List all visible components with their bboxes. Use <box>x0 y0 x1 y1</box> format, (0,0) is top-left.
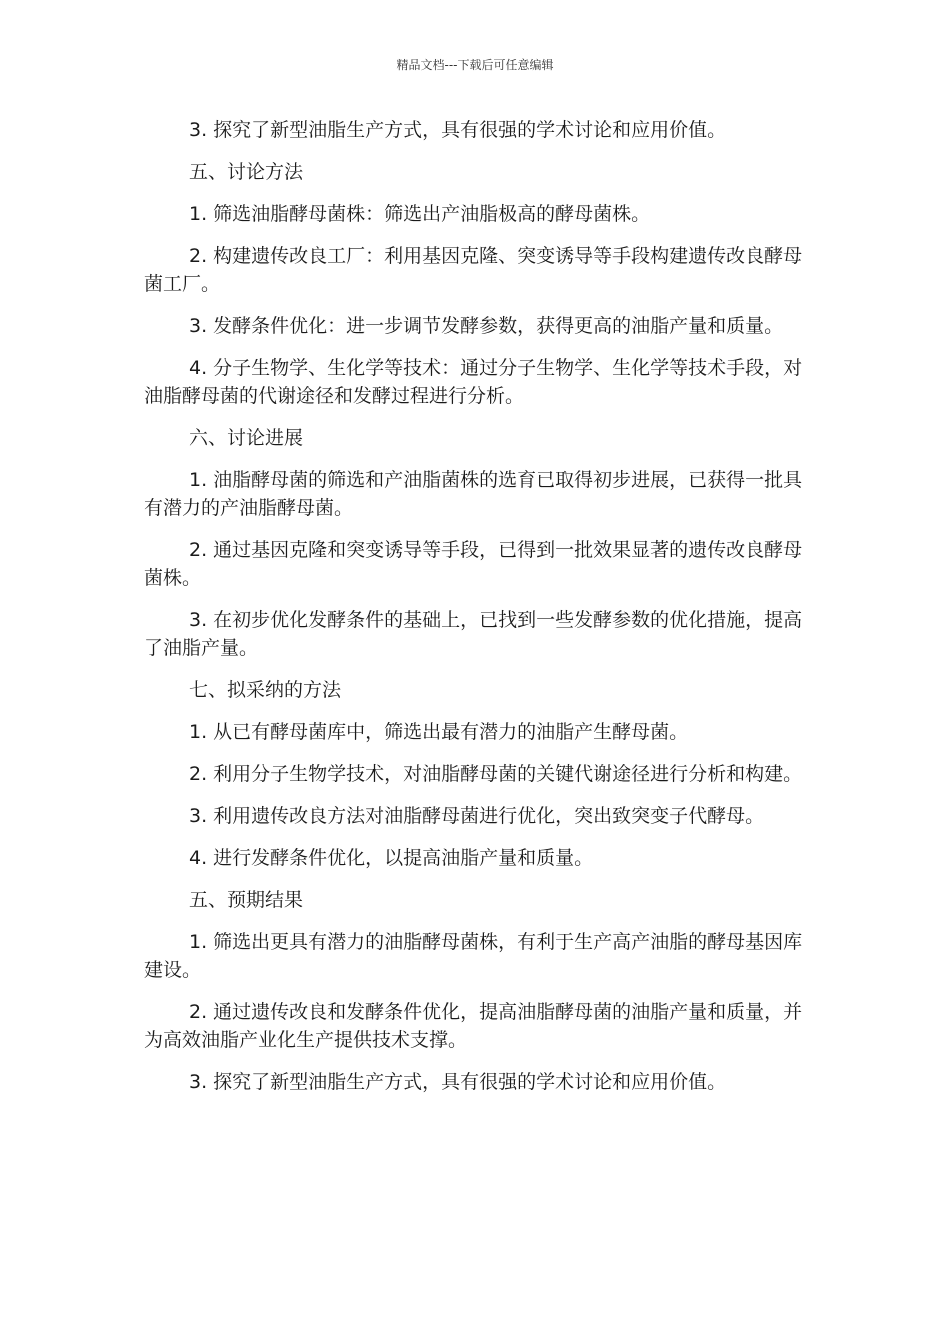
paragraph-result-1: 1. 筛选出更具有潜力的油脂酵母菌株，有利于生产高产油脂的酵母基因库建设。 <box>144 931 803 981</box>
paragraph-method-2: 2. 构建遗传改良工厂：利用基因克隆、突变诱导等手段构建遗传改良酵母菌工厂。 <box>144 245 803 295</box>
paragraph-progress-2: 2. 通过基因克隆和突变诱导等手段，已得到一批效果显著的遗传改良酵母菌株。 <box>144 539 803 589</box>
document-body <box>144 116 809 1110</box>
paragraph-result-3: 3. 探究了新型油脂生产方式，具有很强的学术讨论和应用价值。 <box>189 1071 727 1093</box>
paragraph-approach-4: 4. 进行发酵条件优化，以提高油脂产量和质量。 <box>189 847 594 869</box>
paragraph-approach-1: 1. 从已有酵母菌库中，筛选出最有潜力的油脂产生酵母菌。 <box>189 721 689 743</box>
section-heading-progress: 六、讨论进展 <box>189 427 304 449</box>
section-heading-methods: 五、讨论方法 <box>189 161 304 183</box>
section-heading-expected-results: 五、预期结果 <box>189 889 304 911</box>
paragraph-method-1: 1. 筛选油脂酵母菌株：筛选出产油脂极高的酵母菌株。 <box>189 203 651 225</box>
page-header: 精品文档---下载后可任意编辑 <box>396 58 554 72</box>
paragraph-approach-2: 2. 利用分子生物学技术，对油脂酵母菌的关键代谢途径进行分析和构建。 <box>189 763 803 785</box>
paragraph-method-3: 3. 发酵条件优化：进一步调节发酵参数，获得更高的油脂产量和质量。 <box>189 315 784 337</box>
paragraph-progress-1: 1. 油脂酵母菌的筛选和产油脂菌株的选育已取得初步进展，已获得一批具有潜力的产油脂酵母菌。 <box>144 469 803 519</box>
paragraph-1: 3. 探究了新型油脂生产方式，具有很强的学术讨论和应用价值。 <box>189 119 727 141</box>
paragraph-result-2: 2. 通过遗传改良和发酵条件优化，提高油脂酵母菌的油脂产量和质量，并为高效油脂产业化生产提供技术支撑。 <box>144 1001 803 1051</box>
section-heading-approach: 七、拟采纳的方法 <box>189 679 342 701</box>
paragraph-approach-3: 3. 利用遗传改良方法对油脂酵母菌进行优化，突出致突变子代酵母。 <box>189 805 765 827</box>
paragraph-progress-3: 3. 在初步优化发酵条件的基础上，已找到一些发酵参数的优化措施，提高了油脂产量。 <box>144 609 803 659</box>
paragraph-method-4: 4. 分子生物学、生化学等技术：通过分子生物学、生化学等技术手段，对油脂酵母菌的代谢途径和发酵过程进行分析。 <box>144 357 803 407</box>
